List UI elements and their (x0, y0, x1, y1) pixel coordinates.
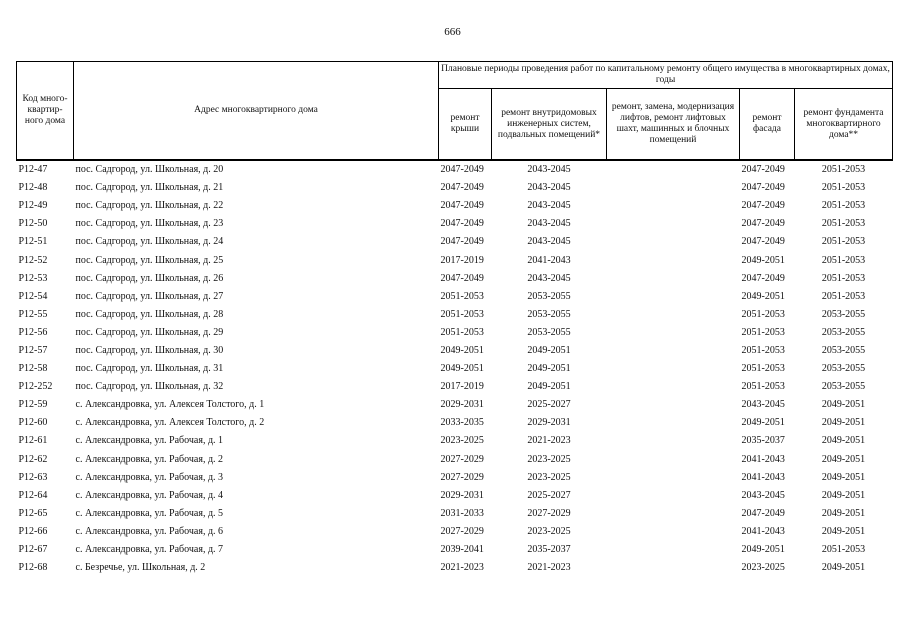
table-row (17, 432, 893, 450)
cell-address: пос. Садгород, ул. Школьная, д. 29 (75, 326, 224, 338)
cell-roof: 2051-2053 (440, 308, 484, 320)
cell-code: Р12-252 (18, 381, 53, 393)
cell-code: Р12-60 (18, 417, 48, 429)
cell-code: Р12-67 (18, 544, 48, 556)
cell-systems: 2041-2043 (527, 254, 571, 266)
cell-facade: 2051-2053 (741, 363, 785, 375)
cell-systems: 2025-2027 (527, 399, 571, 411)
cell-lifts (607, 414, 740, 432)
header-foundation: ремонт фундамента многоквартирного дома** (795, 89, 893, 161)
table-row (17, 559, 893, 577)
table-row (17, 523, 893, 541)
cell-systems: 2021-2023 (527, 562, 571, 574)
cell-roof: 2039-2041 (440, 544, 484, 556)
cell-foundation: 2049-2051 (821, 399, 866, 411)
cell-systems: 2053-2055 (527, 308, 571, 320)
cell-facade: 2049-2051 (741, 544, 785, 556)
cell-foundation: 2051-2053 (821, 254, 866, 266)
cell-systems: 2053-2055 (527, 326, 571, 338)
capital-repair-schedule-table (16, 61, 893, 577)
cell-address: с. Безречье, ул. Школьная, д. 2 (75, 562, 206, 574)
cell-lifts (607, 487, 740, 505)
cell-systems: 2043-2045 (527, 272, 571, 284)
cell-roof: 2047-2049 (440, 182, 484, 194)
cell-roof: 2047-2049 (440, 164, 484, 176)
cell-code: Р12-64 (18, 489, 48, 501)
cell-lifts (607, 160, 740, 179)
cell-foundation: 2053-2055 (821, 344, 866, 356)
cell-facade: 2047-2049 (741, 272, 785, 284)
table-row (17, 396, 893, 414)
cell-foundation: 2049-2051 (821, 489, 866, 501)
cell-roof: 2051-2053 (440, 326, 484, 338)
header-facade: ремонт фасада (740, 89, 795, 161)
cell-facade: 2051-2053 (741, 381, 785, 393)
cell-lifts (607, 432, 740, 450)
cell-lifts (607, 288, 740, 306)
cell-facade: 2051-2053 (741, 326, 785, 338)
table-row (17, 270, 893, 288)
table-row (17, 179, 893, 197)
header-address: Адрес многоквартирного дома (74, 62, 439, 161)
cell-code: Р12-62 (18, 453, 48, 465)
cell-roof: 2047-2049 (440, 272, 484, 284)
cell-foundation: 2051-2053 (821, 290, 866, 302)
cell-systems: 2035-2037 (527, 544, 571, 556)
table-row (17, 342, 893, 360)
cell-foundation: 2049-2051 (821, 435, 866, 447)
cell-code: Р12-63 (18, 471, 48, 483)
cell-code: Р12-52 (18, 254, 48, 266)
table-row (17, 378, 893, 396)
cell-facade: 2049-2051 (741, 417, 785, 429)
cell-roof: 2049-2051 (440, 344, 484, 356)
cell-systems: 2023-2025 (527, 453, 571, 465)
cell-facade: 2049-2051 (741, 254, 785, 266)
cell-systems: 2025-2027 (527, 489, 571, 501)
cell-roof: 2047-2049 (440, 218, 484, 230)
cell-facade: 2047-2049 (741, 236, 785, 248)
cell-facade: 2047-2049 (741, 507, 785, 519)
header-roof: ремонт крыши (439, 89, 492, 161)
cell-code: Р12-48 (18, 182, 48, 194)
cell-facade: 2035-2037 (741, 435, 785, 447)
cell-lifts (607, 505, 740, 523)
cell-foundation: 2053-2055 (821, 326, 866, 338)
cell-address: пос. Садгород, ул. Школьная, д. 32 (75, 381, 224, 393)
cell-foundation: 2053-2055 (821, 381, 866, 393)
cell-address: с. Александровка, ул. Рабочая, д. 5 (75, 507, 224, 519)
table-row (17, 451, 893, 469)
cell-lifts (607, 251, 740, 269)
cell-facade: 2023-2025 (741, 562, 785, 574)
cell-lifts (607, 378, 740, 396)
cell-roof: 2027-2029 (440, 471, 484, 483)
cell-address: с. Александровка, ул. Алексея Толстого, д. 1 (75, 399, 265, 411)
cell-code: Р12-61 (18, 435, 48, 447)
cell-foundation: 2051-2053 (821, 236, 866, 248)
cell-facade: 2051-2053 (741, 344, 785, 356)
cell-address: пос. Садгород, ул. Школьная, д. 22 (75, 200, 224, 212)
cell-systems: 2049-2051 (527, 363, 571, 375)
cell-code: Р12-47 (18, 164, 48, 176)
cell-roof: 2047-2049 (440, 200, 484, 212)
cell-facade: 2041-2043 (741, 471, 785, 483)
header-periods-group: Плановые периоды проведения работ по капитальному ремонту общего имущества в многоквартирных домах, годы (439, 62, 893, 89)
cell-code: Р12-50 (18, 218, 48, 230)
table-row (17, 288, 893, 306)
cell-address: пос. Садгород, ул. Школьная, д. 25 (75, 254, 224, 266)
cell-lifts (607, 270, 740, 288)
cell-facade: 2041-2043 (741, 525, 785, 537)
cell-address: с. Александровка, ул. Рабочая, д. 6 (75, 525, 224, 537)
cell-roof: 2031-2033 (440, 507, 484, 519)
cell-foundation: 2051-2053 (821, 544, 866, 556)
cell-facade: 2043-2045 (741, 489, 785, 501)
cell-facade: 2047-2049 (741, 218, 785, 230)
cell-lifts (607, 215, 740, 233)
cell-foundation: 2049-2051 (821, 507, 866, 519)
cell-code: Р12-56 (18, 326, 48, 338)
cell-lifts (607, 451, 740, 469)
cell-code: Р12-51 (18, 236, 48, 248)
page-number: 666 (444, 26, 461, 38)
cell-lifts (607, 342, 740, 360)
table-row (17, 469, 893, 487)
cell-roof: 2049-2051 (440, 363, 484, 375)
table-row (17, 487, 893, 505)
cell-facade: 2047-2049 (741, 164, 785, 176)
cell-lifts (607, 233, 740, 251)
cell-lifts (607, 179, 740, 197)
cell-roof: 2027-2029 (440, 453, 484, 465)
cell-code: Р12-58 (18, 363, 48, 375)
cell-code: Р12-65 (18, 507, 48, 519)
cell-roof: 2033-2035 (440, 417, 484, 429)
table-row (17, 233, 893, 251)
cell-facade: 2047-2049 (741, 200, 785, 212)
cell-systems: 2029-2031 (527, 417, 571, 429)
table-header (17, 62, 893, 161)
header-code: Код много-квартир-ного дома (17, 62, 74, 161)
cell-roof: 2017-2019 (440, 381, 484, 393)
cell-lifts (607, 559, 740, 577)
cell-systems: 2049-2051 (527, 344, 571, 356)
cell-systems: 2043-2045 (527, 218, 571, 230)
cell-code: Р12-54 (18, 290, 48, 302)
cell-foundation: 2051-2053 (821, 218, 866, 230)
cell-systems: 2049-2051 (527, 381, 571, 393)
cell-address: пос. Садгород, ул. Школьная, д. 28 (75, 308, 224, 320)
cell-address: пос. Садгород, ул. Школьная, д. 26 (75, 272, 224, 284)
cell-address: с. Александровка, ул. Рабочая, д. 7 (75, 544, 224, 556)
cell-systems: 2027-2029 (527, 507, 571, 519)
table-row (17, 324, 893, 342)
cell-foundation: 2051-2053 (821, 182, 866, 194)
cell-code: Р12-59 (18, 399, 48, 411)
cell-lifts (607, 523, 740, 541)
table-row (17, 215, 893, 233)
cell-foundation: 2049-2051 (821, 471, 866, 483)
cell-foundation: 2049-2051 (821, 525, 866, 537)
cell-address: пос. Садгород, ул. Школьная, д. 31 (75, 363, 224, 375)
cell-lifts (607, 469, 740, 487)
cell-systems: 2053-2055 (527, 290, 571, 302)
cell-roof: 2017-2019 (440, 254, 484, 266)
cell-address: пос. Садгород, ул. Школьная, д. 27 (75, 290, 224, 302)
cell-facade: 2049-2051 (741, 290, 785, 302)
cell-lifts (607, 324, 740, 342)
table-row (17, 414, 893, 432)
cell-code: Р12-66 (18, 525, 48, 537)
cell-address: пос. Садгород, ул. Школьная, д. 30 (75, 344, 224, 356)
cell-foundation: 2049-2051 (821, 453, 866, 465)
table-row (17, 306, 893, 324)
cell-code: Р12-68 (18, 562, 48, 574)
cell-address: с. Александровка, ул. Алексея Толстого, д. 2 (75, 417, 265, 429)
cell-roof: 2029-2031 (440, 399, 484, 411)
table-row (17, 197, 893, 215)
cell-lifts (607, 396, 740, 414)
cell-roof: 2051-2053 (440, 290, 484, 302)
cell-address: пос. Садгород, ул. Школьная, д. 20 (75, 164, 224, 176)
header-lifts: ремонт, замена, модернизация лифтов, ремонт лифтовых шахт, машинных и блочных помещений (607, 89, 740, 161)
cell-foundation: 2049-2051 (821, 417, 866, 429)
cell-systems: 2043-2045 (527, 164, 571, 176)
cell-systems: 2043-2045 (527, 182, 571, 194)
cell-address: с. Александровка, ул. Рабочая, д. 3 (75, 471, 224, 483)
cell-foundation: 2049-2051 (821, 562, 866, 574)
cell-foundation: 2053-2055 (821, 363, 866, 375)
cell-lifts (607, 306, 740, 324)
cell-foundation: 2053-2055 (821, 308, 866, 320)
cell-code: Р12-49 (18, 200, 48, 212)
cell-address: пос. Садгород, ул. Школьная, д. 21 (75, 182, 224, 194)
cell-roof: 2023-2025 (440, 435, 484, 447)
cell-systems: 2021-2023 (527, 435, 571, 447)
cell-code: Р12-55 (18, 308, 48, 320)
cell-address: пос. Садгород, ул. Школьная, д. 24 (75, 236, 224, 248)
cell-systems: 2023-2025 (527, 525, 571, 537)
cell-address: с. Александровка, ул. Рабочая, д. 4 (75, 489, 224, 501)
cell-lifts (607, 197, 740, 215)
table-row (17, 160, 893, 179)
cell-facade: 2043-2045 (741, 399, 785, 411)
cell-roof: 2047-2049 (440, 236, 484, 248)
cell-facade: 2047-2049 (741, 182, 785, 194)
cell-systems: 2043-2045 (527, 200, 571, 212)
cell-foundation: 2051-2053 (821, 164, 866, 176)
table-row (17, 251, 893, 269)
cell-lifts (607, 541, 740, 559)
table-row (17, 505, 893, 523)
table-row (17, 541, 893, 559)
cell-systems: 2023-2025 (527, 471, 571, 483)
table-row (17, 360, 893, 378)
table-body (17, 160, 893, 577)
cell-address: пос. Садгород, ул. Школьная, д. 23 (75, 218, 224, 230)
cell-address: с. Александровка, ул. Рабочая, д. 2 (75, 453, 224, 465)
cell-code: Р12-57 (18, 344, 48, 356)
cell-foundation: 2051-2053 (821, 200, 866, 212)
cell-roof: 2021-2023 (440, 562, 484, 574)
cell-foundation: 2051-2053 (821, 272, 866, 284)
header-systems: ремонт внутридомовых инженерных систем, подвальных помещений* (492, 89, 607, 161)
cell-code: Р12-53 (18, 272, 48, 284)
cell-systems: 2043-2045 (527, 236, 571, 248)
cell-lifts (607, 360, 740, 378)
cell-facade: 2041-2043 (741, 453, 785, 465)
cell-address: с. Александровка, ул. Рабочая, д. 1 (75, 435, 224, 447)
cell-facade: 2051-2053 (741, 308, 785, 320)
cell-roof: 2027-2029 (440, 525, 484, 537)
cell-roof: 2029-2031 (440, 489, 484, 501)
